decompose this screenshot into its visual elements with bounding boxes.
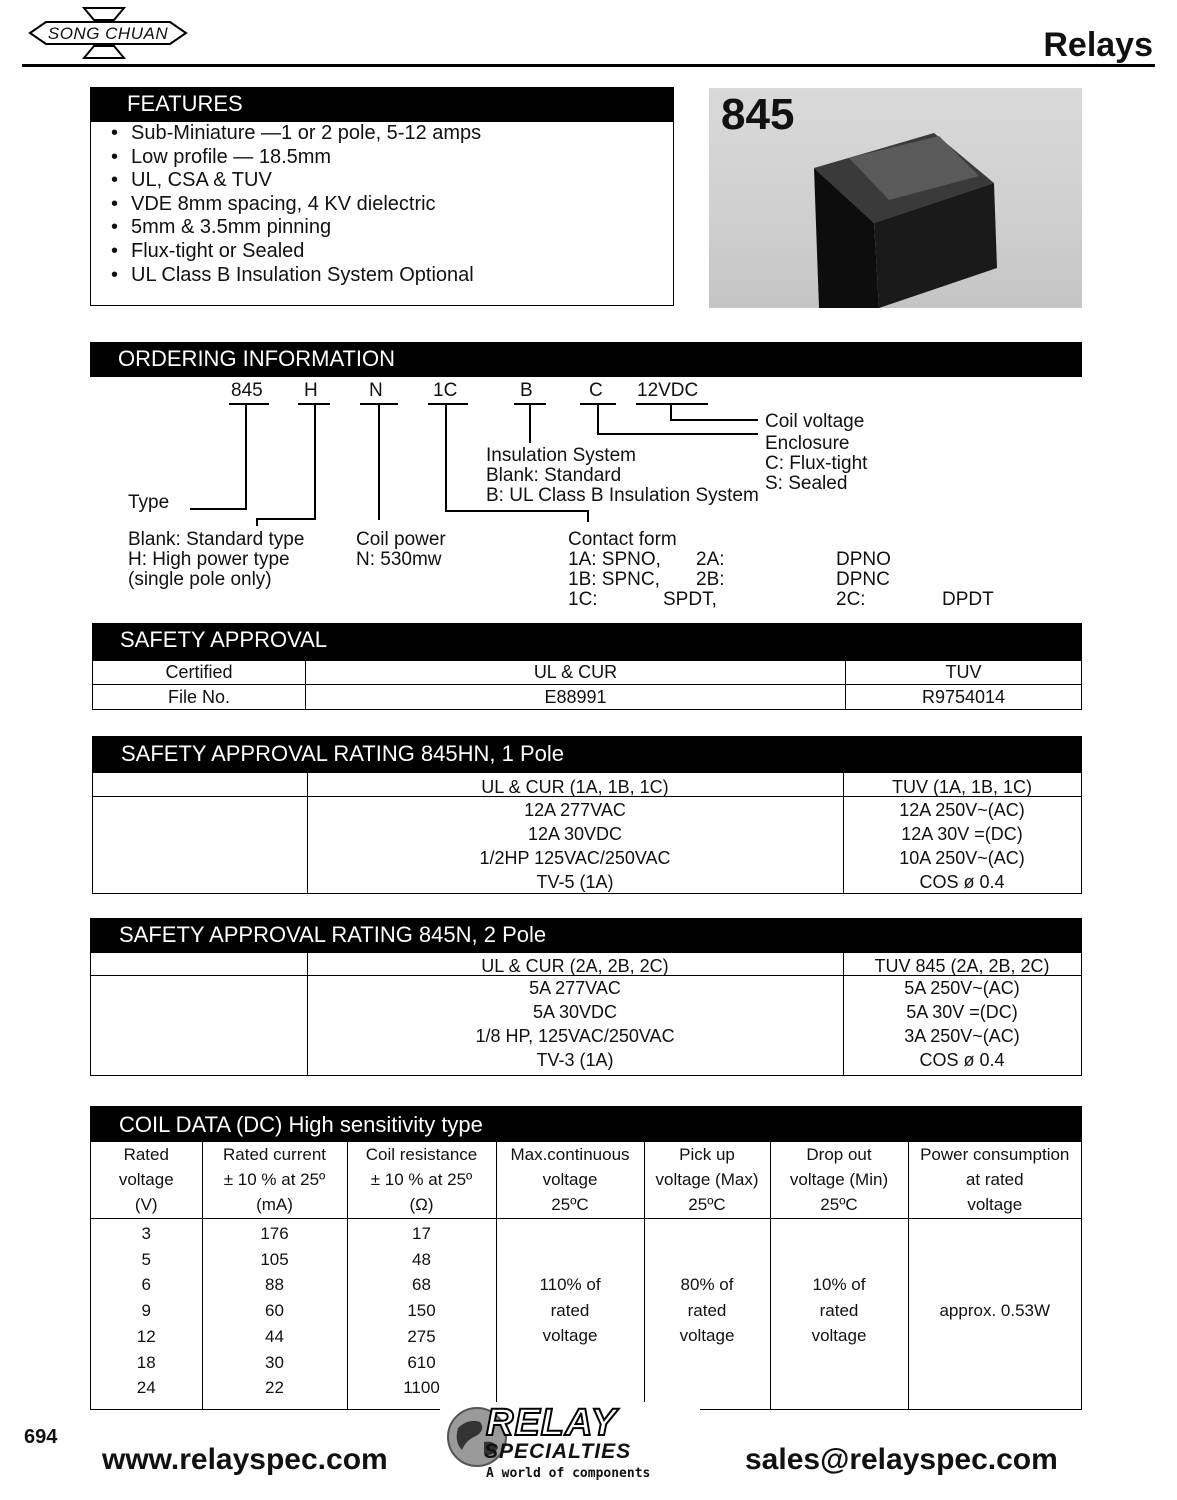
coil-data-title: COIL DATA (DC) High sensitivity type: [91, 1107, 1081, 1142]
code-c: C: [589, 380, 603, 401]
table-cell: 150: [407, 1301, 436, 1321]
connector-line: [256, 518, 258, 526]
table-cell: 24: [136, 1378, 156, 1398]
voltage-column: [91, 1219, 202, 1410]
model-number: 845: [721, 90, 795, 139]
table-cell: 275: [407, 1326, 436, 1346]
insulation-line: Insulation System: [486, 445, 636, 466]
max-continuous-column: [496, 1219, 644, 1410]
ul-cur-header: UL & CUR (1A, 1B, 1C): [481, 777, 669, 797]
relay-image: [709, 88, 1082, 308]
header-line: 25ºC: [688, 1195, 726, 1214]
feature-item: • 5mm & 3.5mm pinning: [111, 216, 481, 240]
table-cell: Certified: [93, 661, 306, 685]
connector-line: [670, 419, 758, 421]
contact-form-cell: SPDT,: [663, 589, 717, 610]
table-cell: rated: [687, 1300, 727, 1320]
type-line: (single pole only): [128, 569, 272, 590]
table-row: [93, 685, 1082, 710]
table-cell: 6: [141, 1275, 151, 1295]
table-cell: UL & CUR: [306, 661, 846, 685]
table-cell: TUV: [945, 662, 982, 682]
connector-line: [636, 403, 708, 405]
header-line: voltage (Max): [655, 1170, 759, 1189]
enclosure-line: C: Flux-tight: [765, 453, 868, 474]
tuv-header: TUV (1A, 1B, 1C): [891, 777, 1033, 797]
table-cell: 68: [412, 1275, 431, 1295]
code-b: B: [520, 380, 533, 401]
code-12vdc: 12VDC: [637, 380, 699, 401]
contact-form-cell: 2A:: [696, 549, 725, 570]
rating-2pole-section: [90, 918, 1082, 1076]
header-line: Pick up: [679, 1145, 735, 1164]
table-cell: 105: [260, 1249, 289, 1269]
rating-1pole-section: [92, 736, 1082, 894]
code-n: N: [369, 380, 383, 401]
ul-rating: 1/2HP 125VAC/250VAC: [479, 848, 671, 868]
contact-form-cell: 2B:: [696, 569, 725, 590]
features-box: [90, 87, 674, 306]
page-category: Relays: [1043, 26, 1153, 64]
header-line: (V): [134, 1195, 158, 1214]
tuv-header: TUV 845 (2A, 2B, 2C): [874, 956, 1050, 976]
connector-line: [428, 403, 468, 405]
resistance-column: [347, 1219, 496, 1410]
coil-data-section: [90, 1106, 1082, 1410]
pick-up-column: [644, 1219, 770, 1410]
header-line: voltage: [542, 1170, 598, 1189]
table-cell: 5: [141, 1249, 151, 1269]
features-title: FEATURES: [91, 88, 673, 122]
table-cell: 176: [260, 1224, 289, 1243]
contact-form-cell: DPNC: [836, 569, 890, 590]
feature-item: • UL, CSA & TUV: [111, 169, 481, 193]
tuv-rating: 5A 30V =(DC): [906, 1002, 1018, 1022]
header-line: Rated: [123, 1145, 169, 1164]
logo-tagline: A world of components: [486, 1466, 651, 1481]
header-rule: [22, 64, 1155, 67]
contact-form-cell: 1B: SPNC,: [568, 569, 660, 590]
header-line: Coil resistance: [365, 1145, 478, 1164]
header-line: 25ºC: [551, 1195, 589, 1214]
table-cell: rated: [550, 1300, 590, 1320]
table-cell: approx. 0.53W: [939, 1301, 1051, 1320]
code-845: 845: [231, 380, 263, 401]
coil-power-line: N: 530mw: [356, 549, 442, 570]
header-line: voltage (Min): [789, 1170, 889, 1189]
header-line: voltage: [967, 1195, 1023, 1214]
table-cell: File No.: [93, 685, 306, 710]
table-cell: 3: [141, 1224, 151, 1243]
header-line: voltage: [118, 1170, 174, 1189]
table-header-cell: [91, 1141, 202, 1219]
coil-voltage-label: Coil voltage: [765, 411, 865, 432]
tuv-rating: 10A 250V~(AC): [899, 848, 1025, 868]
table-cell: 610: [407, 1352, 436, 1372]
feature-item: • Sub-Miniature —1 or 2 pole, 5-12 amps: [111, 122, 481, 146]
connector-line: [670, 405, 672, 420]
table-row: [91, 1219, 1081, 1410]
header-line: 25ºC: [820, 1195, 858, 1214]
coil-power-line: Coil power: [356, 529, 446, 550]
feature-item: • Low profile — 18.5mm: [111, 146, 481, 170]
enclosure-line: Enclosure: [765, 433, 850, 454]
header-line: ± 10 % at 25º: [223, 1170, 326, 1189]
table-cell: voltage: [679, 1326, 735, 1346]
contact-form-cell: DPNO: [836, 549, 891, 570]
tuv-rating-list: [843, 976, 1081, 1072]
header-line: Drop out: [806, 1145, 872, 1164]
table-cell: 18: [136, 1352, 156, 1372]
table-cell: 44: [265, 1326, 284, 1346]
connector-line: [597, 433, 758, 435]
table-cell: voltage: [542, 1326, 598, 1346]
table-cell: 17: [412, 1224, 431, 1243]
table-header-row: [91, 1141, 1081, 1219]
connector-line: [597, 405, 599, 434]
ul-cur-header: UL & CUR (2A, 2B, 2C): [481, 956, 669, 976]
table-cell: 48: [412, 1249, 431, 1269]
ul-rating: 12A 277VAC: [524, 800, 626, 820]
table-cell: E88991: [306, 685, 846, 710]
tuv-rating: 3A 250V~(AC): [904, 1026, 1020, 1046]
tuv-rating: 12A 250V~(AC): [899, 800, 1025, 820]
table-cell: R9754014: [921, 686, 1006, 707]
type-label: Type: [128, 492, 170, 513]
ul-rating: TV-3 (1A): [536, 1050, 614, 1070]
connector-line: [529, 405, 531, 443]
type-line: H: High power type: [128, 549, 290, 570]
rating-2pole-title: SAFETY APPROVAL RATING 845N, 2 Pole: [91, 919, 1081, 953]
connector-line: [445, 510, 589, 512]
safety-approval-table: [92, 660, 1082, 710]
table-cell: rated: [819, 1300, 859, 1320]
page-number: 694: [24, 1426, 58, 1448]
header-line: (mA): [256, 1195, 293, 1214]
ul-rating: 5A 30VDC: [532, 1002, 618, 1022]
code-h: H: [304, 380, 318, 401]
connector-line: [445, 405, 447, 511]
header-line: Rated current: [223, 1145, 326, 1164]
connector-line: [314, 405, 316, 519]
ul-rating: 12A 30VDC: [527, 824, 623, 844]
tuv-rating: 12A 30V =(DC): [901, 824, 1023, 844]
table-cell: 10% of: [812, 1275, 866, 1294]
code-1c: 1C: [433, 380, 458, 401]
contact-form-cell: 2C:: [836, 589, 866, 610]
table-cell: 1100: [403, 1378, 440, 1398]
connector-line: [378, 405, 380, 520]
feature-item: • VDE 8mm spacing, 4 KV dielectric: [111, 193, 481, 217]
safety-approval-title: SAFETY APPROVAL: [92, 623, 1082, 660]
table-header-cell: [770, 1141, 908, 1219]
power-column: [908, 1219, 1081, 1410]
tuv-rating: COS ø 0.4: [919, 872, 1005, 892]
connector-line: [190, 508, 247, 510]
header-line: Max.continuous: [510, 1145, 630, 1164]
header-line: at rated: [965, 1170, 1024, 1189]
tuv-rating: COS ø 0.4: [919, 1050, 1005, 1070]
header-line: (Ω): [409, 1195, 434, 1214]
current-column: [202, 1219, 347, 1410]
table-cell: 80% of: [680, 1275, 734, 1294]
logo-relay: RELAY: [486, 1402, 617, 1444]
coil-data-table: [91, 1141, 1081, 1409]
song-chuan-logo: [26, 6, 190, 60]
feature-item: • UL Class B Insulation System Optional: [111, 264, 481, 288]
table-header-cell: [644, 1141, 770, 1219]
ul-rating: TV-5 (1A): [536, 872, 614, 892]
safety-approval-section: [92, 623, 1082, 710]
rating-1pole-title: SAFETY APPROVAL RATING 845HN, 1 Pole: [93, 737, 1081, 773]
contact-form-cell: 1A: SPNO,: [568, 549, 661, 570]
enclosure-line: S: Sealed: [765, 473, 848, 494]
email-link[interactable]: sales@relayspec.com: [745, 1443, 1058, 1476]
tuv-rating-list: [843, 798, 1081, 894]
table-cell: 12: [136, 1326, 156, 1346]
table-cell: 30: [265, 1352, 284, 1372]
contact-form-cell: 1C:: [568, 589, 598, 610]
ul-rating-list: [307, 976, 843, 1072]
insulation-line: Blank: Standard: [486, 465, 622, 486]
features-list: [111, 122, 481, 287]
table-cell: 110% of: [539, 1275, 601, 1294]
insulation-line: B: UL Class B Insulation System: [486, 485, 759, 506]
logo-specialties: SPECIALTIES: [484, 1440, 632, 1463]
tuv-rating: 5A 250V~(AC): [904, 978, 1020, 998]
table-cell: 88: [265, 1275, 284, 1295]
feature-item: • Flux-tight or Sealed: [111, 240, 481, 264]
connector-line: [245, 405, 247, 509]
type-line: Blank: Standard type: [128, 529, 305, 550]
table-header-cell: [347, 1141, 496, 1219]
table-header-cell: [496, 1141, 644, 1219]
header-line: ± 10 % at 25º: [370, 1170, 473, 1189]
website-link[interactable]: www.relayspec.com: [102, 1443, 388, 1476]
table-cell: 22: [265, 1378, 284, 1398]
contact-form-cell: DPDT: [942, 589, 994, 610]
header-line: Power consumption: [920, 1145, 1070, 1164]
table-cell: 60: [265, 1301, 284, 1321]
drop-out-column: [770, 1219, 908, 1410]
ordering-title: ORDERING INFORMATION: [90, 342, 1082, 377]
table-row: [93, 661, 1082, 685]
ul-rating: 1/8 HP, 125VAC/250VAC: [475, 1026, 675, 1046]
ul-rating-list: [307, 798, 843, 894]
brand-name: SONG CHUAN: [47, 24, 169, 43]
connector-line: [229, 403, 269, 405]
connector-line: [256, 518, 316, 520]
table-cell: voltage: [811, 1326, 867, 1346]
table-cell: 9: [141, 1301, 151, 1321]
relay-specialties-logo: [440, 1402, 700, 1488]
table-header-cell: [908, 1141, 1081, 1219]
contact-form-title: Contact form: [568, 529, 677, 550]
ul-rating: 5A 277VAC: [529, 978, 621, 998]
table-header-cell: [202, 1141, 347, 1219]
relay-photo: [709, 88, 1082, 308]
connector-line: [587, 510, 589, 522]
